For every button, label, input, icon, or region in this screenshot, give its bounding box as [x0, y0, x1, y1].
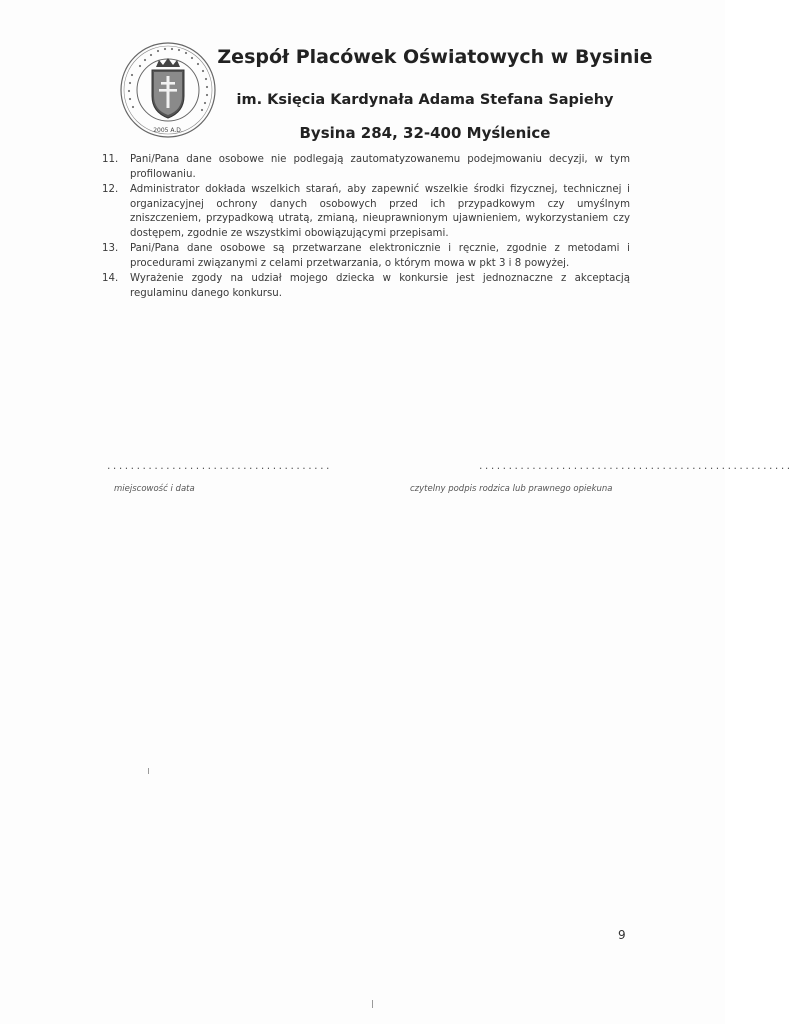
page-number: 9: [618, 928, 626, 942]
list-item: [100, 153, 630, 182]
list-item: [100, 272, 630, 301]
school-patron-subtitle: im. Księcia Kardynała Adama Stefana Sapiehy: [236, 92, 614, 108]
clause-number: 11.: [102, 154, 119, 165]
scan-speck: [372, 1000, 373, 1008]
school-address: Bysina 284, 32-400 Myślenice: [299, 124, 551, 142]
school-name-title: Zespół Placówek Oświatowych w Bysinie: [217, 46, 653, 68]
place-date-line: ......................................: [106, 462, 331, 472]
list-item: [100, 242, 630, 271]
clause-text: Administrator dokłada wszelkich starań, aby zapewnić wszelkie środki fizycznej, technicznej i organizacyjnej ochrony danych osobowych przed ich przypadkowym czy umyślnym zniszczeniem, przypadkową utratą, zmianą, nieuprawnionym ujawnieniem, wykorzystaniem czy dostępem, zgodnie ze wszystkimi obowiązującymi przepisami.: [130, 184, 630, 239]
signature-line: .....................................................: [478, 462, 792, 472]
clause-number: 13.: [102, 243, 119, 254]
place-date-label: miejscowość i data: [114, 484, 195, 494]
scan-speck: [148, 768, 149, 774]
clause-number: 14.: [102, 273, 119, 284]
clause-list: [100, 153, 630, 302]
list-item: [100, 183, 630, 241]
clause-text: Wyrażenie zgody na udział mojego dziecka w konkursie jest jednoznaczne z akceptacją regulaminu danego konkursu.: [130, 273, 630, 299]
signature-label: czytelny podpis rodzica lub prawnego opiekuna: [410, 484, 613, 494]
clause-text: Pani/Pana dane osobowe nie podlegają zautomatyzowanemu podejmowaniu decyzji, w tym profilowaniu.: [130, 154, 630, 180]
clause-text: Pani/Pana dane osobowe są przetwarzane elektronicznie i ręcznie, zgodnie z metodami i procedurami związanymi z celami przetwarzania, o którym mowa w pkt 3 i 8 powyżej.: [130, 243, 630, 269]
clause-number: 12.: [102, 184, 119, 195]
svg-text:2005 A.D.: 2005 A.D.: [153, 127, 183, 134]
